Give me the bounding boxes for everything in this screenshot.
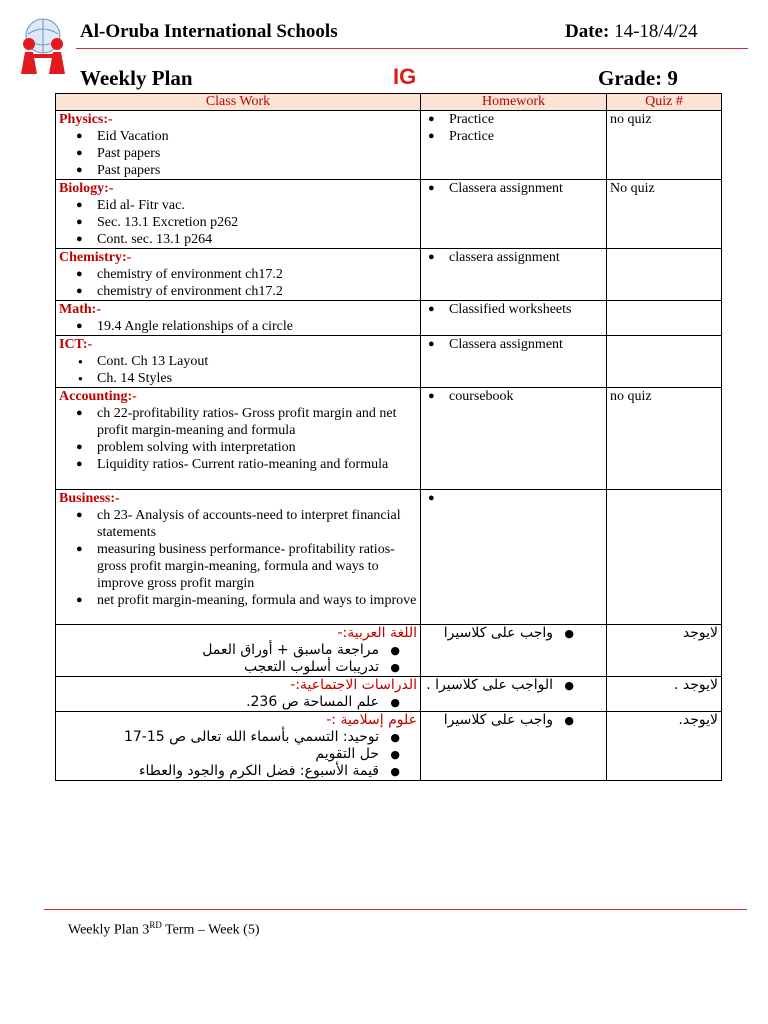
col-homework: Homework: [421, 94, 607, 111]
list-item: ● الواجب على كلاسيرا .: [424, 677, 553, 694]
table-row: [56, 712, 722, 781]
date-label: Date:: [565, 21, 610, 42]
list-item: ● Eid al- Fitr vac.: [97, 197, 417, 214]
class-work-list: [59, 318, 417, 335]
class-work-list: [59, 694, 417, 711]
class-work-list: [59, 128, 417, 179]
list-item: ● Practice: [449, 128, 603, 145]
footer-sup: RD: [149, 920, 162, 930]
list-item: ● تدريبات أسلوب التعجب: [59, 659, 379, 676]
list-item: ● measuring business performance- profitability ratios-gross profit margin-meaning, formula and ways to improve gross profit margin: [97, 541, 417, 592]
class-work-cell: [56, 111, 421, 180]
list-item: ● classera assignment: [449, 249, 603, 266]
footer-divider: [44, 909, 747, 910]
date-value: 14-18/4/24: [614, 21, 698, 42]
program-label: IG: [393, 64, 417, 89]
subject-label: Business:-: [59, 491, 120, 506]
class-work-list: [59, 642, 417, 676]
homework-cell: [421, 712, 607, 781]
homework-list: [424, 111, 603, 145]
list-item: ● chemistry of environment ch17.2: [97, 283, 417, 300]
quiz-cell: [607, 249, 722, 301]
list-item: ● ch 23- Analysis of accounts-need to interpret financial statements: [97, 507, 417, 541]
quiz-cell: No quiz: [607, 180, 722, 249]
class-work-list: [59, 729, 417, 780]
subject-label: اللغة العربية:-: [337, 625, 417, 641]
class-work-list: [59, 266, 417, 300]
homework-list: [424, 336, 603, 353]
subject-label: Physics:-: [59, 112, 113, 127]
list-item: ● Liquidity ratios- Current ratio-meaning and formula: [97, 456, 417, 473]
quiz-cell: no quiz: [607, 111, 722, 180]
homework-list: [424, 180, 603, 197]
homework-cell: [421, 336, 607, 388]
homework-list: [424, 301, 603, 318]
list-item: ● 19.4 Angle relationships of a circle: [97, 318, 417, 335]
homework-list: [424, 625, 603, 642]
list-item: ● Classera assignment: [449, 336, 603, 353]
table-row: [56, 180, 722, 249]
list-item: ● واجب على كلاسيرا: [424, 712, 553, 729]
date: [565, 21, 697, 43]
table-row: [56, 336, 722, 388]
table-row: [56, 388, 722, 490]
homework-cell: [421, 677, 607, 712]
list-item: ● chemistry of environment ch17.2: [97, 266, 417, 283]
subject-label: ICT:-: [59, 337, 93, 352]
class-work-cell: [56, 180, 421, 249]
footer-suffix: Term – Week (5): [161, 922, 260, 938]
col-class-work: Class Work: [56, 94, 421, 111]
quiz-cell: لايوجد.: [607, 712, 722, 781]
homework-cell: [421, 180, 607, 249]
list-item: ● Past papers: [97, 162, 417, 179]
page-title: Weekly Plan: [80, 66, 193, 90]
homework-cell: [421, 388, 607, 490]
quiz-cell: لايوجد: [607, 625, 722, 677]
list-item: ● problem solving with interpretation: [97, 439, 417, 456]
class-work-cell: [56, 388, 421, 490]
homework-cell: [421, 625, 607, 677]
weekly-plan-table: [55, 93, 722, 781]
list-item: ● واجب على كلاسيرا: [424, 625, 553, 642]
list-item: ● Classera assignment: [449, 180, 603, 197]
list-item: ● علم المساحة ص 236.: [59, 694, 379, 711]
homework-cell: [421, 490, 607, 625]
quiz-cell: [607, 336, 722, 388]
list-item: ● net profit margin-meaning, formula and ways to improve: [97, 592, 417, 609]
school-name: Al-Oruba International Schools: [80, 21, 338, 42]
class-work-cell: [56, 677, 421, 712]
footer-prefix: Weekly Plan 3: [68, 922, 150, 938]
class-work-cell: [56, 625, 421, 677]
table-row: [56, 677, 722, 712]
list-item: ● Eid Vacation: [97, 128, 417, 145]
quiz-cell: لايوجد .: [607, 677, 722, 712]
list-item: ● Classified worksheets: [449, 301, 603, 318]
homework-list: [424, 388, 603, 405]
class-work-cell: [56, 249, 421, 301]
list-item: ● Ch. 14 Styles: [97, 370, 417, 387]
list-item: ● Practice: [449, 111, 603, 128]
school-logo: [12, 14, 74, 76]
list-item: ● Past papers: [97, 145, 417, 162]
col-quiz: Quiz #: [607, 94, 722, 111]
table-row: [56, 249, 722, 301]
subject-label: الدراسات الاجتماعية:-: [290, 677, 417, 693]
table-header-row: [56, 94, 722, 111]
list-item: ● ch 22-profitability ratios- Gross profit margin and net profit margin-meaning and formula: [97, 405, 417, 439]
class-work-cell: [56, 301, 421, 336]
list-item: ● Cont. sec. 13.1 p264: [97, 231, 417, 248]
header-divider: [76, 48, 748, 49]
homework-cell: [421, 111, 607, 180]
table-row: [56, 490, 722, 625]
list-item: ● coursebook: [449, 388, 603, 405]
quiz-cell: [607, 301, 722, 336]
list-item: ● Cont. Ch 13 Layout: [97, 353, 417, 370]
footer-text: [68, 920, 260, 939]
homework-list: [424, 677, 603, 694]
class-work-cell: [56, 490, 421, 625]
homework-cell: [421, 249, 607, 301]
class-work-list: [59, 405, 417, 473]
quiz-cell: no quiz: [607, 388, 722, 490]
subject-label: Chemistry:-: [59, 250, 132, 265]
list-item: ● حل التقويم: [59, 746, 379, 763]
homework-cell: [421, 301, 607, 336]
class-work-list: [59, 197, 417, 248]
quiz-cell: [607, 490, 722, 625]
class-work-cell: [56, 336, 421, 388]
list-item: ● مراجعة ماسبق + أوراق العمل: [59, 642, 379, 659]
table-row: [56, 301, 722, 336]
homework-list: [424, 712, 603, 729]
class-work-cell: [56, 712, 421, 781]
subject-label: علوم إسلامية :-: [326, 712, 417, 728]
list-item: ● قيمة الأسبوع: فضل الكرم والجود والعطاء: [59, 763, 379, 780]
subject-label: Math:-: [59, 302, 101, 317]
subject-label: Biology:-: [59, 181, 114, 196]
class-work-list: [59, 353, 417, 387]
table-row: [56, 111, 722, 180]
grade-label: Grade: 9: [598, 66, 678, 90]
list-item: ● Sec. 13.1 Excretion p262: [97, 214, 417, 231]
homework-list: [424, 249, 603, 266]
table-row: [56, 625, 722, 677]
list-item: ● توحيد: التسمي بأسماء الله تعالى ص 15-17: [59, 729, 379, 746]
class-work-list: [59, 507, 417, 609]
subject-label: Accounting:-: [59, 389, 137, 404]
